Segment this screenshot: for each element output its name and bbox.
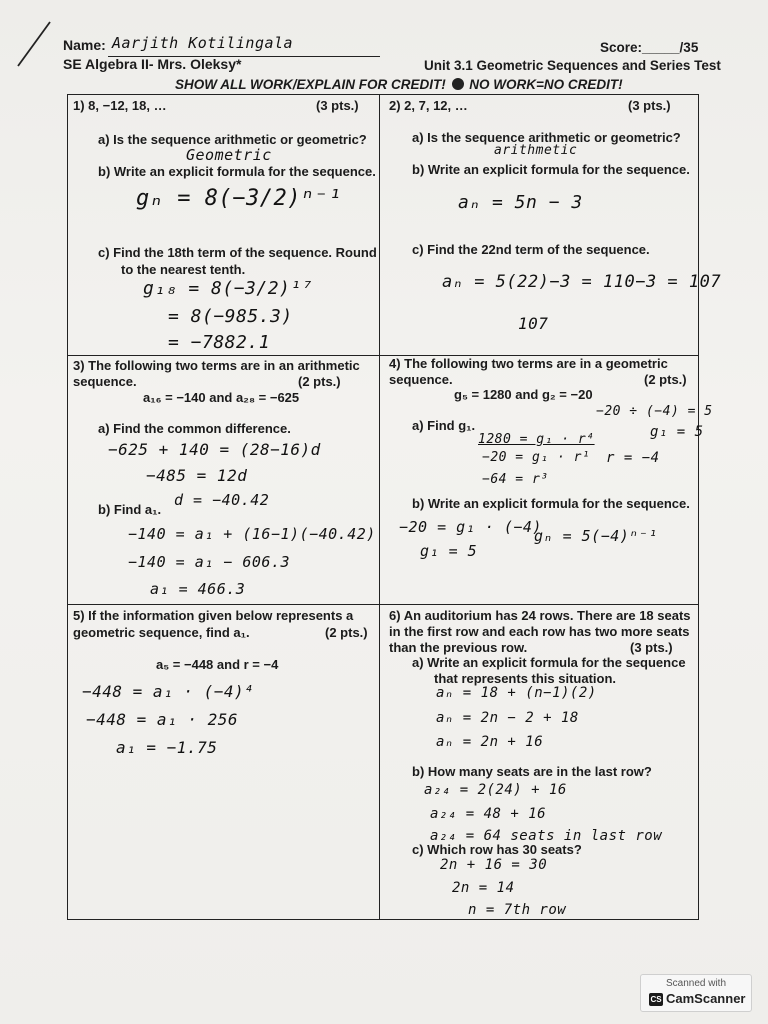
q1-part-a: a) Is the sequence arithmetic or geometric?	[98, 132, 367, 147]
q3-work-b-1: −140 = a₁ + (16−1)(−40.42)	[128, 525, 376, 543]
unit-title: Unit 3.1 Geometric Sequences and Series Test	[424, 58, 721, 73]
instructions-banner	[175, 77, 623, 92]
q1-answer-a: Geometric	[186, 146, 272, 164]
q2-header: 2) 2, 7, 12, …	[389, 98, 468, 113]
grid-row-line-2	[67, 604, 699, 605]
camscanner-watermark	[640, 974, 752, 1012]
q6-header-line2: in the first row and each row has two more seats	[389, 624, 690, 639]
q4-work-a-3: −64 = r³	[482, 472, 549, 487]
q4-points: (2 pts.)	[644, 372, 687, 387]
q3-work-b-2: −140 = a₁ − 606.3	[128, 553, 291, 571]
q1-points: (3 pts.)	[316, 98, 359, 113]
q4-given: g₅ = 1280 and g₂ = −20	[454, 387, 593, 402]
q2-part-c: c) Find the 22nd term of the sequence.	[412, 242, 650, 257]
q5-header-line1: 5) If the information given below represents a	[73, 608, 354, 623]
q6-work-c-1: 2n + 16 = 30	[440, 857, 548, 873]
name-label: Name:	[63, 37, 106, 53]
q2-work-c-1: aₙ = 5(22)−3 = 110−3 = 107	[442, 272, 722, 292]
q1-part-c-line2: to the nearest tenth.	[121, 262, 246, 277]
q2-work-c-2: 107	[518, 314, 549, 333]
q5-work-2: −448 = a₁ · 256	[86, 710, 238, 729]
q3-work-a-1: −625 + 140 = (28−16)d	[108, 440, 321, 459]
q3-header-line2: sequence.	[73, 374, 137, 389]
q6-work-b-3: a₂₄ = 64 seats in last row	[430, 828, 663, 844]
q4-work-a-2: −20 = g₁ · r¹	[482, 450, 591, 465]
watermark-caption: Scanned with	[665, 978, 727, 989]
q3-work-b-3: a₁ = 466.3	[150, 580, 246, 598]
q1-work-c-3: = −7882.1	[168, 332, 271, 353]
q3-points: (2 pts.)	[298, 374, 341, 389]
q6-work-c-3: n = 7th row	[468, 902, 567, 918]
q1-header: 1) 8, −12, 18, …	[73, 98, 167, 113]
margin-pen-stroke	[14, 18, 54, 70]
q6-part-b: b) How many seats are in the last row?	[412, 764, 652, 779]
q3-header-line1: 3) The following two terms are in an arithmetic	[73, 358, 360, 373]
q6-header-line1: 6) An auditorium has 24 rows. There are 18 seats	[389, 608, 691, 623]
q4-side-work-1: −20 ÷ (−4) = 5	[596, 404, 713, 419]
instructions-left: SHOW ALL WORK/EXPLAIN FOR CREDIT!	[175, 77, 446, 92]
q1-answer-b: gₙ = 8(−3/2)ⁿ⁻¹	[136, 186, 343, 211]
q4-work-a-1: 1280 = g₁ · r⁴	[478, 432, 595, 447]
q6-header-line3: than the previous row.	[389, 640, 528, 655]
q4-side-work-2: g₁ = 5	[650, 424, 704, 440]
q3-given: a₁₆ = −140 and a₂₈ = −625	[143, 390, 300, 405]
q2-answer-a: arithmetic	[494, 143, 578, 158]
q4-header-line1: 4) The following two terms are in a geometric	[389, 356, 668, 371]
q4-header-line2: sequence.	[389, 372, 453, 387]
q5-work-3: a₁ = −1.75	[116, 738, 218, 757]
q6-part-c: c) Which row has 30 seats?	[412, 842, 582, 857]
sad-face-icon	[452, 78, 464, 90]
q5-header-line2: geometric sequence, find a₁.	[73, 625, 250, 640]
watermark-brand: CamScanner	[666, 991, 746, 1006]
q6-part-a-line1: a) Write an explicit formula for the sequence	[412, 655, 686, 670]
q4-work-a-4: r = −4	[606, 450, 660, 466]
q4-work-b-2: g₁ = 5	[420, 542, 478, 560]
q6-points: (3 pts.)	[630, 640, 673, 655]
camscanner-logo-icon: CS	[650, 995, 662, 1004]
q1-part-c-line1: c) Find the 18th term of the sequence. Round	[98, 245, 377, 260]
grid-center-line	[379, 94, 380, 920]
score-label: Score:_____/35	[600, 40, 699, 55]
q6-work-c-2: 2n = 14	[452, 880, 515, 896]
q5-points: (2 pts.)	[325, 625, 368, 640]
student-name: Aarjith Kotilingala	[112, 34, 294, 52]
q6-work-a-1: aₙ = 18 + (n−1)(2)	[436, 685, 597, 701]
q6-work-a-2: aₙ = 2n − 2 + 18	[436, 710, 579, 726]
q6-part-a-line2: that represents this situation.	[434, 671, 617, 686]
q3-part-a: a) Find the common difference.	[98, 421, 291, 436]
q2-points: (3 pts.)	[628, 98, 671, 113]
q2-answer-b: aₙ = 5n − 3	[458, 192, 583, 213]
q4-part-b: b) Write an explicit formula for the sequence.	[412, 496, 690, 511]
q6-work-b-2: a₂₄ = 48 + 16	[430, 806, 547, 822]
q1-work-c-1: g₁₈ = 8(−3/2)¹⁷	[143, 278, 314, 299]
q6-work-a-3: aₙ = 2n + 16	[436, 734, 544, 750]
q2-part-a: a) Is the sequence arithmetic or geometric?	[412, 130, 681, 145]
q3-work-a-2: −485 = 12d	[146, 466, 248, 485]
q4-work-b-1: −20 = g₁ · (−4)	[399, 518, 542, 536]
q1-part-b: b) Write an explicit formula for the sequence.	[98, 164, 376, 179]
q3-part-b: b) Find a₁.	[98, 502, 162, 517]
q5-given: a₅ = −448 and r = −4	[156, 657, 279, 672]
instructions-right: NO WORK=NO CREDIT!	[469, 77, 623, 92]
q1-work-c-2: = 8(−985.3)	[168, 306, 293, 327]
q3-work-a-3: d = −40.42	[174, 491, 270, 509]
course-label: SE Algebra II- Mrs. Oleksy*	[63, 56, 242, 72]
q6-work-b-1: a₂₄ = 2(24) + 16	[424, 782, 567, 798]
q2-part-b: b) Write an explicit formula for the sequence.	[412, 162, 690, 177]
q4-part-a: a) Find g₁.	[412, 418, 476, 433]
q5-work-1: −448 = a₁ · (−4)⁴	[82, 682, 255, 701]
q4-work-b-3: gₙ = 5(−4)ⁿ⁻¹	[534, 527, 658, 545]
